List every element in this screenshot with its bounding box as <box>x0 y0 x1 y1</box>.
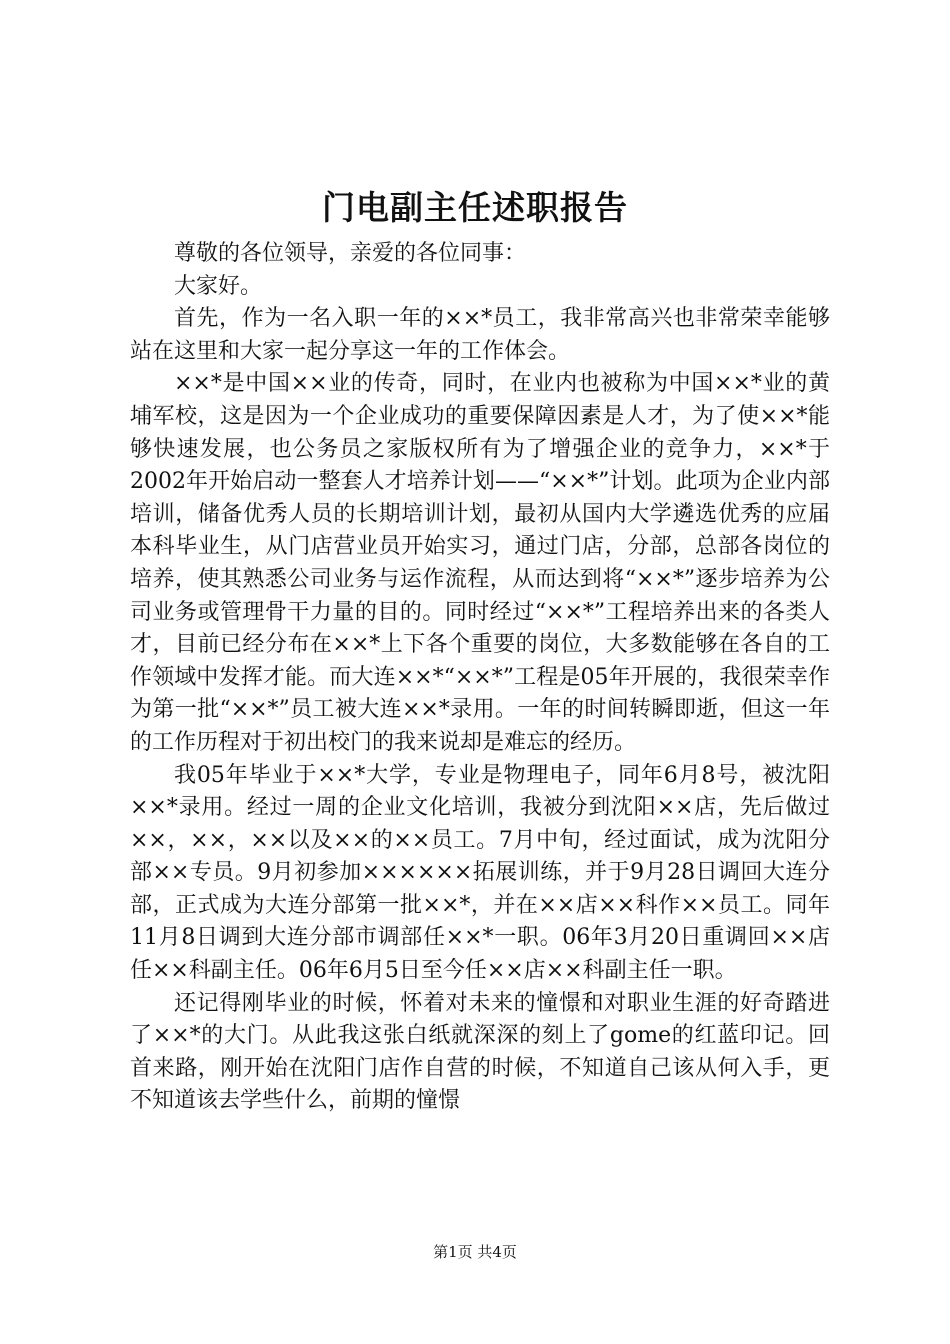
hello-paragraph: 大家好。 <box>174 273 263 299</box>
page-footer: 第1页 共4页 <box>433 1243 517 1261</box>
document-title: 门电副主任述职报告 <box>322 188 628 227</box>
intro-paragraph: 首先，作为一名入职一年的××*员工，我非常高兴也非常荣幸能够站在这里和大家一起分享这一年的工作体会。 <box>130 306 830 364</box>
career-paragraph: 我05年毕业于××*大学，专业是物理电子，同年6月8号，被沈阳××*录用。经过一周的企业文化培训，我被分到沈阳××店，先后做过××，××，××以及××的××员工。7月中旬，经过面试，成为沈阳分部××专员。9月初参加××××××拓展训练，并于9月28日调回大连分部，正式成为大连分部第一批××*，并在××店××科作××员工。同年11月8日调到大连分部市调部任××*一职。06年3月20日重调回××店任××科副主任。06年6月5日至今任××店××科副主任一职。 <box>130 762 830 984</box>
greeting-paragraph: 尊敬的各位领导，亲爱的各位同事： <box>174 241 527 266</box>
memory-paragraph: 还记得刚毕业的时候，怀着对未来的憧憬和对职业生涯的好奇踏进了××*的大门。从此我这张白纸就深深的刻上了gome的红蓝印记。回首来路，刚开始在沈阳门店作自营的时候，不知道自己该从何入手，更不知道该去学些什么，前期的憧憬 <box>130 990 830 1114</box>
company-paragraph: ××*是中国××业的传奇，同时，在业内也被称为中国××*业的黄埔军校，这是因为一个企业成功的重要保障因素是人才，为了使××*能够快速发展，也公务员之家版权所有为了增强企业的竞争力，××*于2002年开始启动一整套人才培养计划——“××*”计划。此项为企业内部培训，储备优秀人员的长期培训计划，最初从国内大学遴选优秀的应届本科毕业生，从门店营业员开始实习，通过门店，分部，总部各岗位的培养，使其熟悉公司业务与运作流程，从而达到将“××*”逐步培养为公司业务或管理骨干力量的目的。同时经过“××*”工程培养出来的各类人才，目前已经分布在××*上下各个重要的岗位，大多数能够在各自的工作领域中发挥才能。而大连××*“××*”工程是05年开展的，我很荣幸作为第一批“××*”员工被大连××*录用。一年的时间转瞬即逝，但这一年的工作历程对于初出校门的我来说却是难忘的经历。 <box>130 371 830 755</box>
document-body <box>130 238 830 1118</box>
